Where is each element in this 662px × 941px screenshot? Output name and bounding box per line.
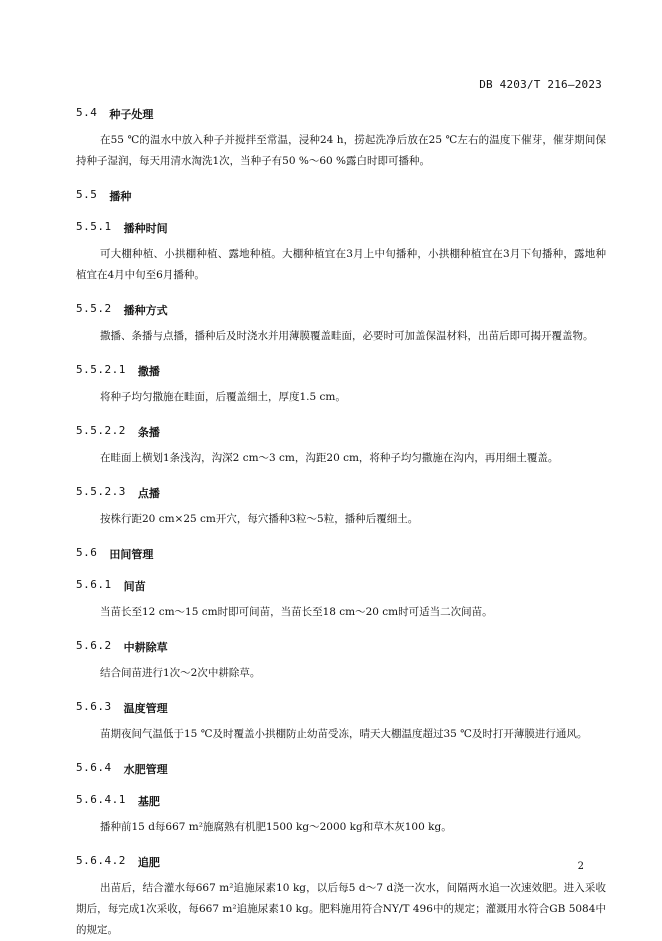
section-heading — [76, 424, 606, 440]
section-title: 播种 — [109, 190, 132, 203]
section-heading — [76, 188, 606, 204]
section-number: 5.6.4.2 — [76, 854, 126, 867]
document-code: DB 4203/T 216—2023 — [479, 78, 602, 91]
paragraph: 结合间苗进行1次～2次中耕除草。 — [100, 667, 261, 679]
section-title: 田间管理 — [109, 548, 154, 561]
paragraph: 按株行距20 cm×25 cm开穴，每穴播种3粒～5粒，播种后覆细土。 — [100, 513, 419, 525]
section-title: 点播 — [137, 487, 160, 500]
section-title: 追肥 — [137, 856, 160, 869]
section-title: 条播 — [137, 426, 160, 439]
paragraph: 撒播、条播与点播，播种后及时浇水并用薄膜覆盖畦面，必要时可加盖保温材料，出苗后即可揭开覆盖物。 — [100, 330, 594, 342]
section-heading — [76, 578, 606, 594]
section-number: 5.6 — [76, 546, 98, 559]
section-heading — [76, 363, 606, 379]
section-number: 5.5.2.3 — [76, 485, 126, 498]
paragraph: 将种子均匀撒施在畦面，后覆盖细土，厚度1.5 cm。 — [100, 391, 346, 403]
section-title: 播种方式 — [123, 304, 168, 317]
section-title: 中耕除草 — [123, 641, 168, 654]
section-heading — [76, 485, 606, 501]
section-title: 撒播 — [137, 365, 160, 378]
section-number: 5.5.1 — [76, 220, 112, 233]
paragraph: 在55 ℃的温水中放入种子并搅拌至常温，浸种24 h，捞起洗净后放在25 ℃左右的温度下催芽，催芽期间保持种子湿润，每天用清水淘洗1次，当种子有50 %～60 %露白时即可播种。 — [76, 134, 606, 167]
document-body — [76, 106, 606, 941]
section-number: 5.6.4 — [76, 761, 112, 774]
section-heading — [76, 854, 606, 870]
section-number: 5.6.1 — [76, 578, 112, 591]
paragraph: 出苗后，结合灌水每667 m²追施尿素10 kg，以后每5 d～7 d浇一次水，间隔两水追一次速效肥。进入采收期后，每完成1次采收，每667 m²追施尿素10 kg。肥料施用符合NY/T 496中的规定；灌溉用水符合GB 5084中的规定。 — [76, 882, 606, 936]
section-number: 5.6.2 — [76, 639, 112, 652]
section-title: 基肥 — [137, 795, 160, 808]
section-title: 水肥管理 — [123, 763, 168, 776]
section-number: 5.6.4.1 — [76, 793, 126, 806]
paragraph: 当苗长至12 cm～15 cm时即可间苗，当苗长至18 cm～20 cm时可适当二次间苗。 — [100, 606, 493, 618]
section-title: 间苗 — [123, 580, 146, 593]
paragraph: 苗期夜间气温低于15 ℃及时覆盖小拱棚防止幼苗受冻，晴天大棚温度超过35 ℃及时打开薄膜进行通风。 — [100, 728, 588, 740]
section-number: 5.5.2.2 — [76, 424, 126, 437]
section-heading — [76, 106, 606, 122]
section-heading — [76, 761, 606, 777]
section-title: 温度管理 — [123, 702, 168, 715]
section-heading — [76, 793, 606, 809]
section-heading — [76, 302, 606, 318]
section-number: 5.5 — [76, 188, 98, 201]
section-title: 播种时间 — [123, 222, 168, 235]
paragraph: 播种前15 d每667 m²施腐熟有机肥1500 kg～2000 kg和草木灰100 kg。 — [100, 821, 452, 833]
section-title: 种子处理 — [109, 108, 154, 121]
section-number: 5.5.2 — [76, 302, 112, 315]
paragraph: 可大棚种植、小拱棚种植、露地种植。大棚种植宜在3月上中旬播种，小拱棚种植宜在3月下旬播种，露地种植宜在4月中旬至6月播种。 — [76, 248, 606, 281]
section-number: 5.6.3 — [76, 700, 112, 713]
section-number: 5.4 — [76, 106, 98, 119]
section-heading — [76, 546, 606, 562]
paragraph: 在畦面上横划1条浅沟，沟深2 cm～3 cm，沟距20 cm，将种子均匀撒施在沟内，再用细土覆盖。 — [100, 452, 559, 464]
section-heading — [76, 639, 606, 655]
section-number: 5.5.2.1 — [76, 363, 126, 376]
section-heading — [76, 220, 606, 236]
page-number: 2 — [577, 861, 584, 872]
section-heading — [76, 700, 606, 716]
